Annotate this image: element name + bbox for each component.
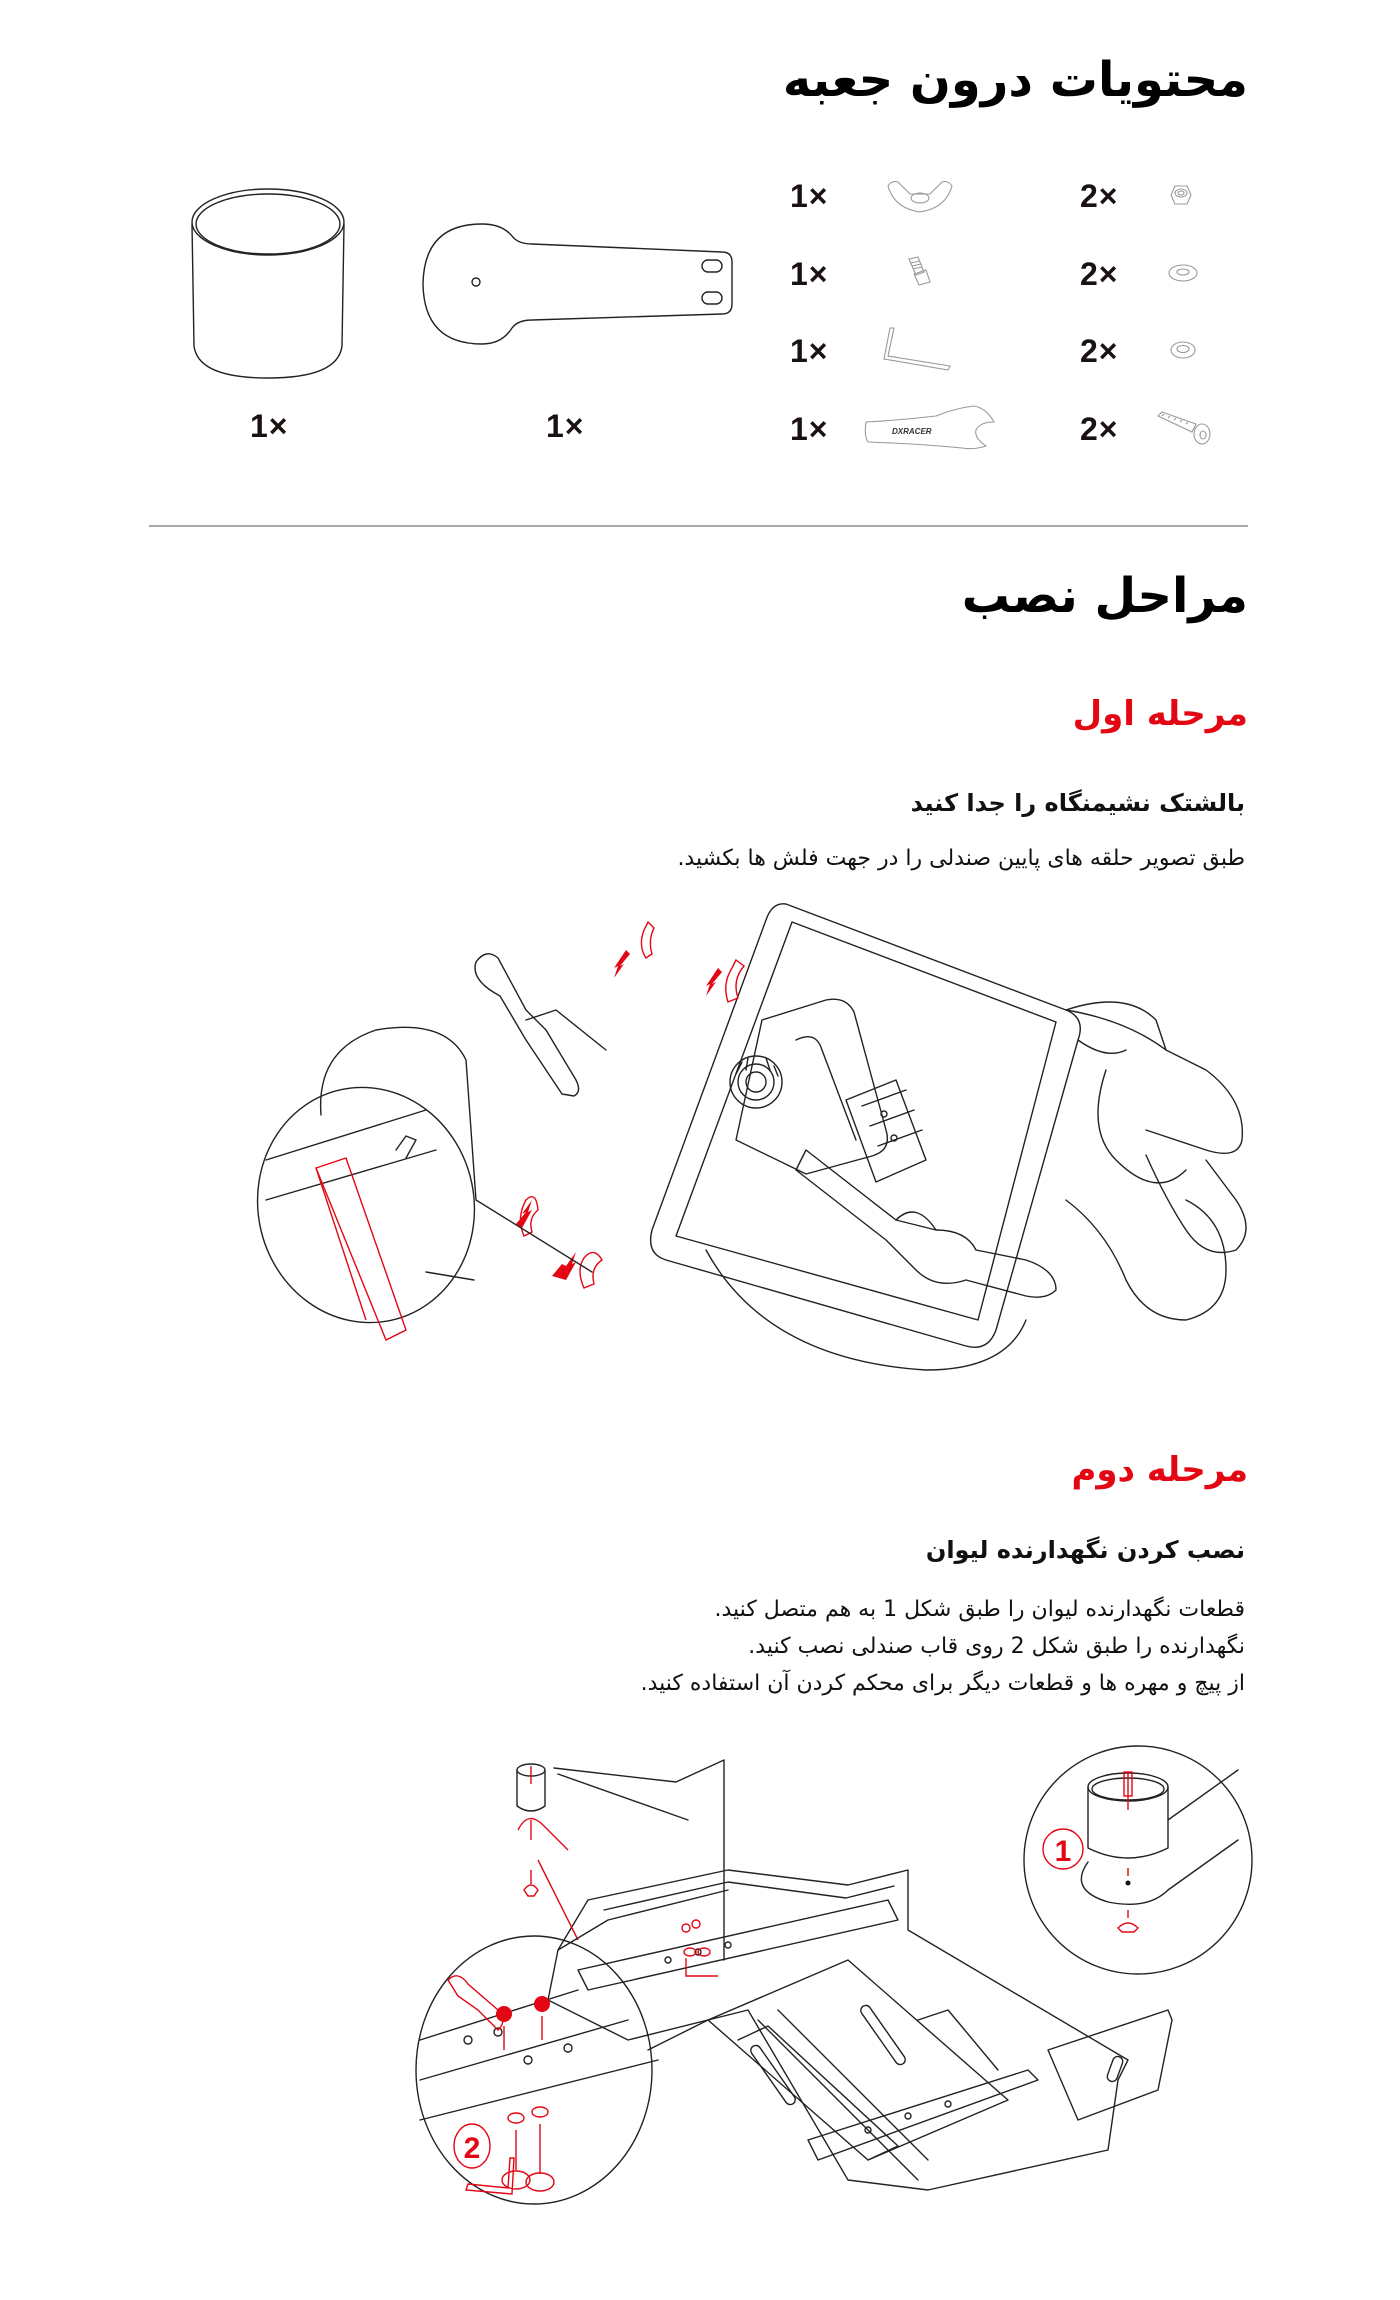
step-2-line: قطعات نگهدارنده لیوان را طبق شکل 1 به هم متصل کنید. [714, 1597, 1245, 1622]
flat-washer-qty: 2× [1080, 256, 1119, 292]
step-2-line: از پیچ و مهره ها و قطعات دیگر برای محکم کردن آن استفاده کنید. [640, 1671, 1245, 1696]
step-1-line: طبق تصویر حلقه های پایین صندلی را در جهت فلش ها بکشید. [677, 846, 1245, 871]
long-bolt-qty: 2× [1080, 411, 1119, 447]
lock-nut-qty: 2× [1080, 178, 1119, 214]
short-bolt-icon [906, 256, 932, 286]
wrench-icon [862, 404, 996, 450]
long-bolt-icon [1156, 410, 1212, 446]
lock-nut-icon [1170, 184, 1192, 206]
wrench-brand-label: DXRACER [892, 427, 932, 436]
wing-nut-qty: 1× [790, 178, 829, 214]
step-1-heading: مرحله اول [1072, 694, 1248, 734]
step-2-heading: مرحله دوم [1071, 1450, 1248, 1490]
wing-nut-icon [886, 178, 954, 214]
spring-washer-icon [1170, 340, 1196, 360]
section-divider [149, 525, 1248, 527]
spring-washer-qty: 2× [1080, 333, 1119, 369]
allen-key-qty: 1× [790, 333, 829, 369]
allen-key-icon [880, 326, 952, 372]
seat-underside-illustration [466, 900, 1256, 1380]
contents-title: محتویات درون جعبه [782, 52, 1248, 108]
step-1-subtitle: بالشتک نشیمنگاه را جدا کنید [910, 789, 1245, 817]
cup-holder-qty: 1× [250, 408, 289, 444]
mounting-bracket-icon [422, 222, 736, 346]
wrench-qty: 1× [790, 411, 829, 447]
step-1-text [445, 840, 1245, 877]
step-2-text [345, 1591, 1245, 1702]
cup-holder-icon [188, 186, 348, 382]
flat-washer-icon [1168, 264, 1198, 282]
short-bolt-qty: 1× [790, 256, 829, 292]
frame-assembly-illustration [428, 1720, 1252, 2206]
step-2-subtitle: نصب کردن نگهدارنده لیوان [925, 1536, 1245, 1564]
step-2-line: نگهدارنده را طبق شکل 2 روی قاب صندلی نصب کنید. [748, 1634, 1245, 1659]
mounting-bracket-qty: 1× [546, 408, 585, 444]
installation-title: مراحل نصب [961, 568, 1248, 624]
callout-2-label: 2 [463, 2132, 481, 2165]
callout-1-label: 1 [1054, 1835, 1072, 1868]
